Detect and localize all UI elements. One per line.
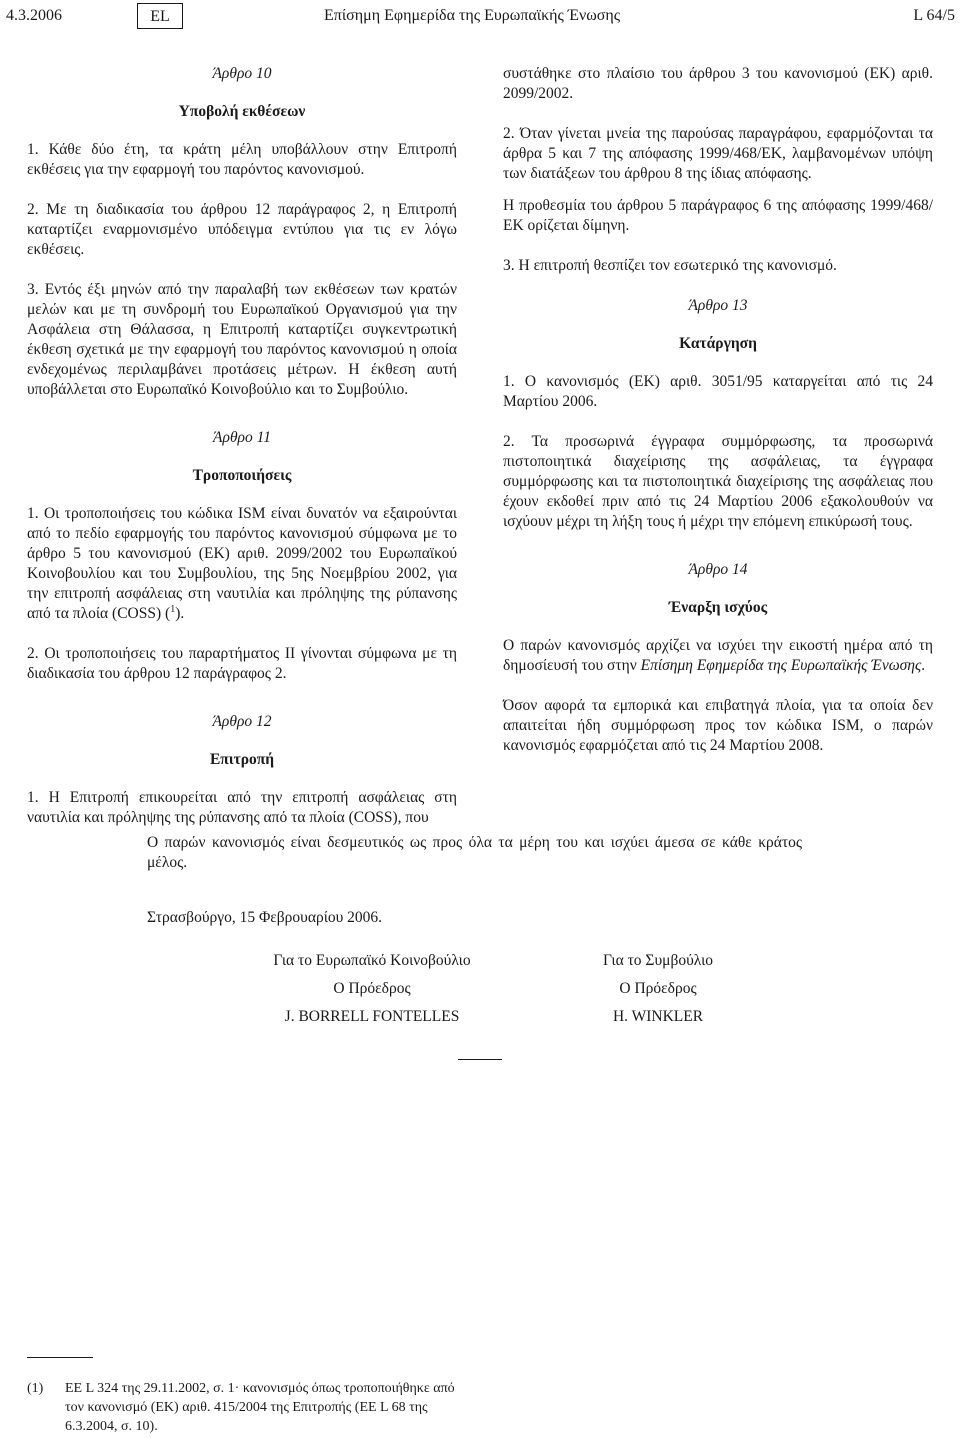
place-and-date: Στρασβούργο, 15 Φεβρουαρίου 2006. [147,909,383,926]
article-11-paragraph-2: 2. Οι τροποποιήσεις του παραρτήματος II γίνονται σύμφωνα με τη διαδικασία του άρθρου 12 παράγραφος 2. [27,645,457,682]
issue-date: 4.3.2006 [6,7,62,24]
article-14-paragraph-1 [503,636,933,676]
footnote-marker: (1) [27,1381,44,1396]
signatory-institution: Για το Ευρωπαϊκό Κοινοβούλιο [273,952,471,969]
article-11-paragraph-1-text: 1. Οι τροποποιήσεις του κώδικα ISM είναι δυνατόν να εξαιρούνται από το πεδίο εφαρμογής του παρόντος κανονισμού σύμφωνα με το άρθρο 5 του κανονισμού (ΕΚ) αριθ. 2099/2002 του Ευρωπαϊκού Κοινοβουλίου και του Συμβουλίου, της 5ης Νοεμβρίου 2002, για την επιτροπή ασφάλειας στη ναυτιλία και πρόληψης της ρύπανσης από τα πλοία (COSS) ( [27,505,457,622]
signatory-role: Ο Πρόεδρος [619,980,697,997]
article-12-number: Άρθρο 12 [212,713,272,730]
article-13-title: Κατάργηση [679,335,757,352]
article-10-paragraph-3: 3. Εντός έξι μηνών από την παραλαβή των εκθέσεων των κρατών μελών και με τη συνδρομή του Ευρωπαϊκού Οργανισμού για την Ασφάλεια στη Θάλασσα, η Επιτροπή καταρτίζει συγκεντρωτική έκθεση σχετικά με την εφαρμογή του παρόντος κανονισμού η οποία ενδεχομένως περιλαμβάνει προτάσεις μέτρων. Η έκθεση αυτή υποβάλλεται στο Ευρωπαϊκό Κοινοβούλιο και το Συμβούλιο. [27,281,457,398]
article-14-paragraph-2: Όσον αφορά τα εμπορικά και επιβατηγά πλοία, για τα οποία δεν απαιτείται ήδη συμμόρφωση προς τον κώδικα ISM, ο παρών κανονισμός εφαρμόζεται από τις 24 Μαρτίου 2008. [503,697,933,754]
article-12-paragraph-2: 2. Όταν γίνεται μνεία της παρούσας παραγράφου, εφαρμόζονται τα άρθρα 5 και 7 της απόφασης 1999/468/ΕΚ, λαμβανομένων υπόψη των διατάξεων του άρθρου 8 της ίδιας απόφασης. [503,125,933,182]
article-12-paragraph-3: 3. Η επιτροπή θεσπίζει τον εσωτερικό της κανονισμό. [503,257,837,274]
signature-block-council [548,947,768,1031]
footnote-text: ΕΕ L 324 της 29.11.2002, σ. 1· κανονισμός όπως τροποποιήθηκε από τον κανονισμό (ΕΚ) αριθ. 415/2004 της Επιτροπής (ΕΕ L 68 της 6.3.2004, σ. 10). [65,1381,455,1434]
end-divider [458,1059,502,1060]
article-11-paragraph-1-end: ). [175,605,185,622]
article-12-paragraph-2-second: Η προθεσμία του άρθρου 5 παράγραφος 6 της απόφασης 1999/468/ΕΚ ορίζεται δίμηνη. [503,197,933,234]
article-13-paragraph-1: 1. Ο κανονισμός (ΕΚ) αριθ. 3051/95 καταργείται από τις 24 Μαρτίου 2006. [503,373,933,410]
right-column [503,64,933,776]
article-13-paragraph-2: 2. Τα προσωρινά έγγραφα συμμόρφωσης, τα προσωρινά πιστοποιητικά διαχείρισης της ασφάλειας, τα έγγραφα συμμόρφωσης και τα πιστοποιητικά διαχείρισης της ασφάλειας που έχουν εκδοθεί πριν από τις 24 Μαρτίου 2006 εξακολουθούν να ισχύουν μέχρι τη λήξη τους ή μέχρι την επόμενη επικύρωσή τους. [503,433,933,530]
article-12-title: Επιτροπή [209,751,275,768]
article-10-paragraph-2: 2. Με τη διαδικασία του άρθρου 12 παράγραφος 2, η Επιτροπή καταρτίζει εναρμονισμένο υπόδειγμα εντύπου για τις εν λόγω εκθέσεις. [27,201,457,258]
footnote [27,1379,459,1436]
article-14-paragraph-1-end: . [921,657,926,674]
article-13-number: Άρθρο 13 [688,297,748,314]
signatory-name: H. WINKLER [612,1008,704,1025]
article-11-title: Τροποποιήσεις [192,467,292,484]
footnote-divider [27,1357,93,1358]
signature-block-parliament [232,947,512,1031]
left-column [27,64,457,848]
signatory-name: J. BORRELL FONTELLES [284,1008,460,1025]
journal-title: Επίσημη Εφημερίδα της Ευρωπαϊκής Ένωσης [324,7,621,24]
article-14-title: Έναρξη ισχύος [668,599,768,616]
article-14-number: Άρθρο 14 [688,561,748,578]
article-11-paragraph-1 [27,504,457,624]
binding-clause: Ο παρών κανονισμός είναι δεσμευτικός ως προς όλα τα μέρη του και ισχύει άμεσα σε κάθε κράτος μέλος. [147,834,802,871]
article-14-paragraph-1-text: Ο παρών κανονισμός αρχίζει να ισχύει την εικοστή ημέρα από τη δημοσίευσή του στην [503,637,933,674]
language-badge: EL [137,3,183,29]
page-header [0,0,960,34]
footnote-reference[interactable]: 1 [170,603,176,615]
article-10-number: Άρθρο 10 [212,65,272,82]
journal-reference: Επίσημη Εφημερίδα της Ευρωπαϊκής Ένωσης [640,657,922,674]
page-number: L 64/5 [913,7,955,24]
signatory-institution: Για το Συμβούλιο [603,952,713,969]
signatory-role: Ο Πρόεδρος [333,980,411,997]
article-11-number: Άρθρο 11 [213,429,271,446]
article-10-paragraph-1: 1. Κάθε δύο έτη, τα κράτη μέλη υποβάλλουν στην Επιτροπή εκθέσεις για την εφαρμογή του παρόντος κανονισμού. [27,141,457,178]
article-10-title: Υποβολή εκθέσεων [178,103,306,120]
article-12-paragraph-1: 1. Η Επιτροπή επικουρείται από την επιτροπή ασφάλειας στη ναυτιλία και πρόληψης της ρύπανσης από τα πλοία (COSS), που [27,789,457,826]
article-12-paragraph-1-continued: συστάθηκε στο πλαίσιο του άρθρου 3 του κανονισμού (ΕΚ) αριθ. 2099/2002. [503,65,933,102]
